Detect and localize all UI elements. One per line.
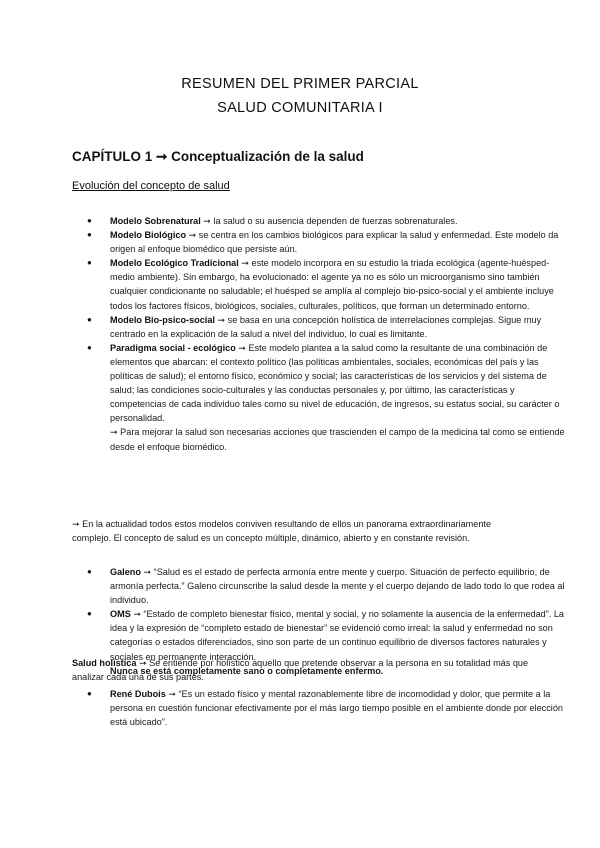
list-item xyxy=(110,256,570,312)
dubois-list xyxy=(72,687,570,729)
list-item xyxy=(110,687,570,729)
definition-text: ➞ “Estado de completo bienestar físico, mental y social, y no solamente la ausencia de la enfermedad”. La idea y la expresión de “completo estado de bienestar” se evidenció como irreal: la salud y enfermedad no son categorías o estados diferenciados, sino son parte de un continuo equilibrio de diversos factores naturales y sociales en permanente interacción. xyxy=(110,609,565,662)
model-text: ➞ se basa en una concepción holística de interrelaciones complejas. Sigue muy centrado en la explicación de la salud a nivel del individuo, lo cual es limitante. xyxy=(110,314,542,339)
holistic-term: Salud holística xyxy=(72,658,137,668)
model-term: Modelo Bio-psico-social xyxy=(110,314,215,325)
paragraph-holistic xyxy=(72,656,532,684)
model-text: ➞ este modelo incorpora en su estudio la triada ecológica (agente-huésped-medio ambiente). Sin embargo, ha evolucionado: el agente ya no es sólo un microorganismo sino también cualquier condicionante no saludable; el huésped se amplía al complejo bio-psico-social y el ambiente incluye todos los factores físicos, biológicos, sociales, culturales, políticos, que forman un determinado entorno. xyxy=(110,258,554,311)
definition-bold-note: Nunca se está completamente sano o completamente enfermo. xyxy=(110,665,384,676)
list-item xyxy=(110,313,570,341)
definition-term: OMS xyxy=(110,609,131,620)
model-term: Modelo Sobrenatural xyxy=(110,216,201,226)
dubois-term: René Dubois xyxy=(110,689,166,699)
document-title-line2: SALUD COMUNITARIA I xyxy=(217,100,383,116)
model-term: Modelo Biológico xyxy=(110,230,187,241)
model-extra-note: ➞ Para mejorar la salud son necesarias acciones que trascienden el campo de la medicina tal como se entiende desde el enfoque biomédico. xyxy=(110,427,565,452)
model-text: ➞ la salud o su ausencia dependen de fuerzas sobrenaturales. xyxy=(200,216,458,226)
list-item xyxy=(110,341,570,454)
holistic-text: ➞ Se entiende por holístico aquello que pretende observar a la persona en su totalidad más que analizar cada una de sus partes. xyxy=(72,658,529,683)
definition-text: ➞ “Salud es el estado de perfecta armonía entre mente y cuerpo. Situación de perfecto equilibrio, de armonía perfecta.” Galeno circunscribe la salud desde la mente y el cuerpo dejando de lado todo lo que rodea al individuo. xyxy=(110,567,565,606)
model-text: ➞ se centra en los cambios biológicos para explicar la salud y enfermedad. Este modelo da origen al enfoque biomédico que persiste aún. xyxy=(110,230,559,255)
section-heading: Evolución del concepto de salud xyxy=(72,180,230,192)
list-item xyxy=(110,565,570,607)
paragraph-actualidad: ➞ En la actualidad todos estos modelos conviven resultando de ellos un panorama extraordinariamente complejo. El concepto de salud es un concepto múltiple, dinámico, abierto y en constante revisión. xyxy=(72,519,492,544)
model-term: Paradigma social - ecológico xyxy=(110,342,236,353)
chapter-heading: CAPÍTULO 1 ➞ Conceptualización de la salud xyxy=(72,149,364,164)
model-term: Modelo Ecológico Tradicional xyxy=(110,258,239,269)
list-item xyxy=(110,214,570,228)
dubois-text: ➞ “Es un estado físico y mental razonablemente libre de incomodidad y dolor, que permite a la persona en cuestión funcionar efectivamente por el más largo tiempo posible en el ambiente donde por elección está ubicado”. xyxy=(110,689,563,728)
document-title-line1: RESUMEN DEL PRIMER PARCIAL xyxy=(181,76,419,92)
definition-term: Galeno xyxy=(110,567,141,577)
model-text: ➞ Este modelo plantea a la salud como la resultante de una combinación de elementos que abarcan: el contexto político (las políticas ambientales, sociales, económicas del país y las políticas de salud); el entorno físico, económico y social; las características de los servicios y del sistema de salud; las condiciones socio-culturales y las conductas personales y, por último, las características y competencias de cada individuo tales como su nivel de educación, de ingresos, su estatus social, su carácter o personalidad. xyxy=(110,342,560,424)
models-list xyxy=(72,214,570,454)
list-item xyxy=(110,228,570,256)
